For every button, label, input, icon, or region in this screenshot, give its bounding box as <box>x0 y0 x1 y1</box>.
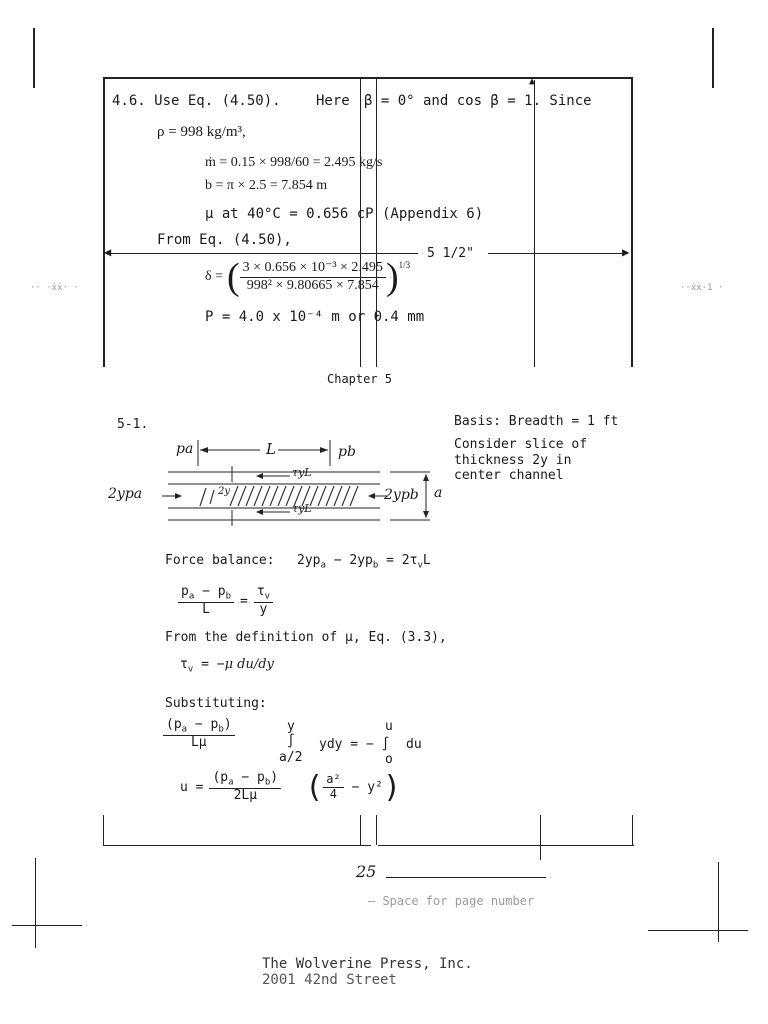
crop-mark-right-h <box>648 930 748 931</box>
sub-fraction: $\frac{(p_a - p_b)}{L\mu}$ <box>163 718 235 751</box>
tau-definition: $\tau_v = -\mu$ du/dy <box>180 657 274 675</box>
figure-label-a: a <box>434 485 443 501</box>
dimension-line-left <box>108 253 418 254</box>
delta-numerator: 3 × 0.656 × 10⁻³ × 2.495 <box>240 260 386 277</box>
integral-upper-2: u <box>385 719 393 734</box>
rho-equation: ρ = 998 kg/m³, <box>157 124 246 140</box>
b-equation: b = π × 2.5 = 7.854 m <box>205 178 328 193</box>
bottom-box-mid1 <box>360 815 361 845</box>
problem-51-number: 5-1. <box>117 417 149 432</box>
integral-middle: ydy = − ∫ <box>319 737 390 752</box>
mdot-equation: ṁ = 0.15 × 998/60 = 2.495 kg/s <box>205 155 383 170</box>
figure-label-left-force: 2ypa <box>108 486 143 502</box>
scan-noise-left: ·· ·ẋẋ· · <box>30 283 79 293</box>
figure-label-2y: 2y <box>218 486 231 497</box>
integral-lower-1: a/2 <box>279 750 303 765</box>
delta-denominator: 998² × 9.80665 × 7.854 <box>246 277 379 293</box>
channel-figure <box>100 436 460 536</box>
shear-relation: $\frac{p_a - p_b}{L}$ = $\frac{\tau_v}{y}$ <box>178 585 273 618</box>
bottom-box-line-right <box>378 845 634 846</box>
integral-sign-1: ∫ <box>287 734 295 749</box>
chapter-heading: Chapter 5 <box>327 372 393 386</box>
shear-frac-lhs-den: L <box>202 601 210 617</box>
figure-label-L: L <box>266 440 276 458</box>
vertical-arrow-line <box>534 80 535 367</box>
delta-equation <box>205 258 410 296</box>
u-lhs: u = <box>180 780 204 795</box>
velocity-equation: u = $\frac{(p_a - p_b)}{2L\mu}$ ( $\frac{\text{a²}}{4}$ − y² ) <box>180 770 402 805</box>
shear-frac-rhs: $\frac{\tau_v}{y}$ <box>254 585 273 618</box>
problem-46-heading: 4.6. Use Eq. (4.50). <box>112 93 281 109</box>
force-balance-equation: $2yp_a - 2yp_b = 2\tau_vL$ <box>297 553 431 571</box>
mu-line: μ at 40°C = 0.656 cP (Appendix 6) <box>205 206 484 222</box>
dimension-label: 5 1/2" <box>424 246 477 261</box>
definition-line: From the definition of μ, Eq. (3.3), <box>165 630 447 645</box>
bottom-box-right <box>632 815 633 845</box>
integral-upper-1: y <box>287 719 295 734</box>
result-line: P = 4.0 x 10⁻⁴ m or 0.4 mm <box>205 309 425 325</box>
integral-lower-2: o <box>385 752 393 767</box>
publisher-line-2: 2001 42nd Street <box>262 972 397 988</box>
paren-open: ( <box>227 256 240 298</box>
arrow-up-icon: ▲ <box>529 76 536 87</box>
delta-lhs: δ = <box>205 269 223 284</box>
paren-close: ) <box>385 256 399 298</box>
delta-fraction <box>240 260 386 293</box>
shear-frac-rhs-den: y <box>259 601 268 617</box>
scan-noise-right: ··ẋẋ·1 · <box>680 283 724 293</box>
substituting-label: Substituting: <box>165 696 267 711</box>
basis-line-2: Consider slice of <box>454 437 588 452</box>
page-number-rule <box>386 877 546 878</box>
crop-mark-left-h <box>12 925 82 926</box>
bottom-box-line-left <box>103 845 371 846</box>
page-number: 25 <box>356 862 377 881</box>
sub-den: Lμ <box>190 734 207 750</box>
integral-du: du <box>406 737 422 752</box>
box-right-border <box>631 77 633 367</box>
bottom-box-arrow <box>540 815 541 860</box>
box-top-border <box>103 77 633 79</box>
basis-line-3: thickness 2y in <box>454 453 572 468</box>
figure-label-tau-bottom: τyL <box>292 502 312 515</box>
left-margin-mark <box>33 28 35 88</box>
u-tail: − y² <box>351 780 383 795</box>
publisher-line-1: The Wolverine Press, Inc. <box>262 956 473 972</box>
shear-frac-lhs: $\frac{p_a - p_b}{L}$ <box>178 585 234 618</box>
u-paren-den: 4 <box>329 787 338 801</box>
arrow-left-icon: ◀ <box>104 245 112 259</box>
basis-line-4: center channel <box>454 468 564 483</box>
figure-label-right-force: 2ypb <box>384 487 419 503</box>
crop-mark-left-v <box>35 858 36 948</box>
force-balance-label: Force balance: <box>165 553 275 568</box>
dimension-line-right <box>488 253 628 254</box>
u-paren-num: a² <box>323 773 343 788</box>
page-number-note: — Space for page number <box>368 894 535 908</box>
u-den: 2Lμ <box>233 788 258 803</box>
problem-46-beta: β = 0° and cos β = 1. Since <box>364 93 592 109</box>
bottom-box-left <box>103 815 104 845</box>
figure-label-pa: pa <box>176 441 194 457</box>
problem-46-here: Here <box>316 93 350 109</box>
from-eq-line: From Eq. (4.50), <box>157 232 292 248</box>
arrow-right-icon: ▶ <box>622 245 630 259</box>
basis-line-1: Basis: Breadth = 1 ft <box>454 414 619 429</box>
box-left-border <box>103 77 105 367</box>
figure-label-tau-top: τyL <box>292 466 312 479</box>
right-margin-mark <box>712 28 714 88</box>
bottom-box-mid2 <box>376 815 377 845</box>
delta-exponent: 1/3 <box>398 260 411 270</box>
figure-label-pb: pb <box>338 444 356 460</box>
